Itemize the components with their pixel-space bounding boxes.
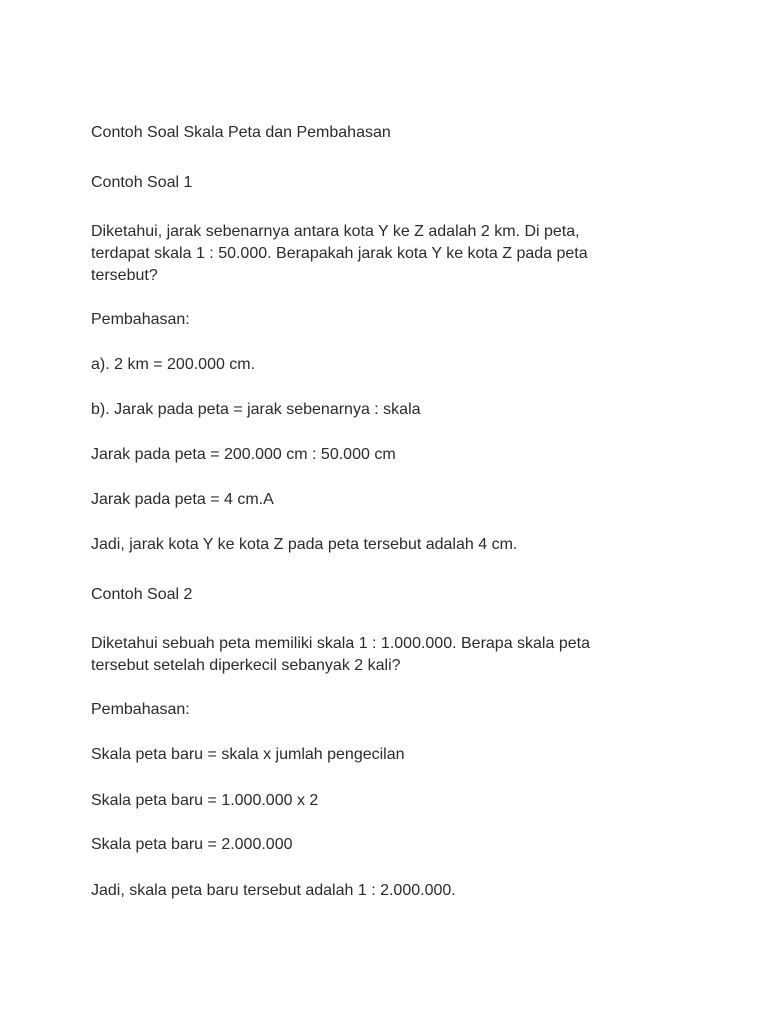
example-2-step: Skala peta baru = skala x jumlah pengecilan [91,746,405,763]
example-1-discussion-label: Pembahasan: [91,311,190,328]
example-1-conclusion: Jadi, jarak kota Y ke kota Z pada peta tersebut adalah 4 cm. [91,536,518,553]
example-2-step: Skala peta baru = 2.000.000 [91,836,293,853]
example-2-step: Skala peta baru = 1.000.000 x 2 [91,792,319,809]
example-1-step: a). 2 km = 200.000 cm. [91,356,256,373]
example-1-heading: Contoh Soal 1 [91,174,193,191]
example-1-question-line: Diketahui, jarak sebenarnya antara kota Y ke Z adalah 2 km. Di peta, [91,223,580,240]
example-1-step: b). Jarak pada peta = jarak sebenarnya : skala [91,401,421,418]
example-1-question-line: tersebut? [91,267,158,284]
example-2-question-line: Diketahui sebuah peta memiliki skala 1 : 1.000.000. Berapa skala peta [91,635,590,652]
example-2-heading: Contoh Soal 2 [91,586,193,603]
example-1-question-line: terdapat skala 1 : 50.000. Berapakah jarak kota Y ke kota Z pada peta [91,245,588,262]
example-1-step: Jarak pada peta = 4 cm.A [91,491,274,508]
example-2-discussion-label: Pembahasan: [91,701,190,718]
example-2-question-line: tersebut setelah diperkecil sebanyak 2 kali? [91,657,401,674]
example-1-step: Jarak pada peta = 200.000 cm : 50.000 cm [91,446,396,463]
example-2-conclusion: Jadi, skala peta baru tersebut adalah 1 : 2.000.000. [91,882,456,899]
document-title: Contoh Soal Skala Peta dan Pembahasan [91,124,391,141]
